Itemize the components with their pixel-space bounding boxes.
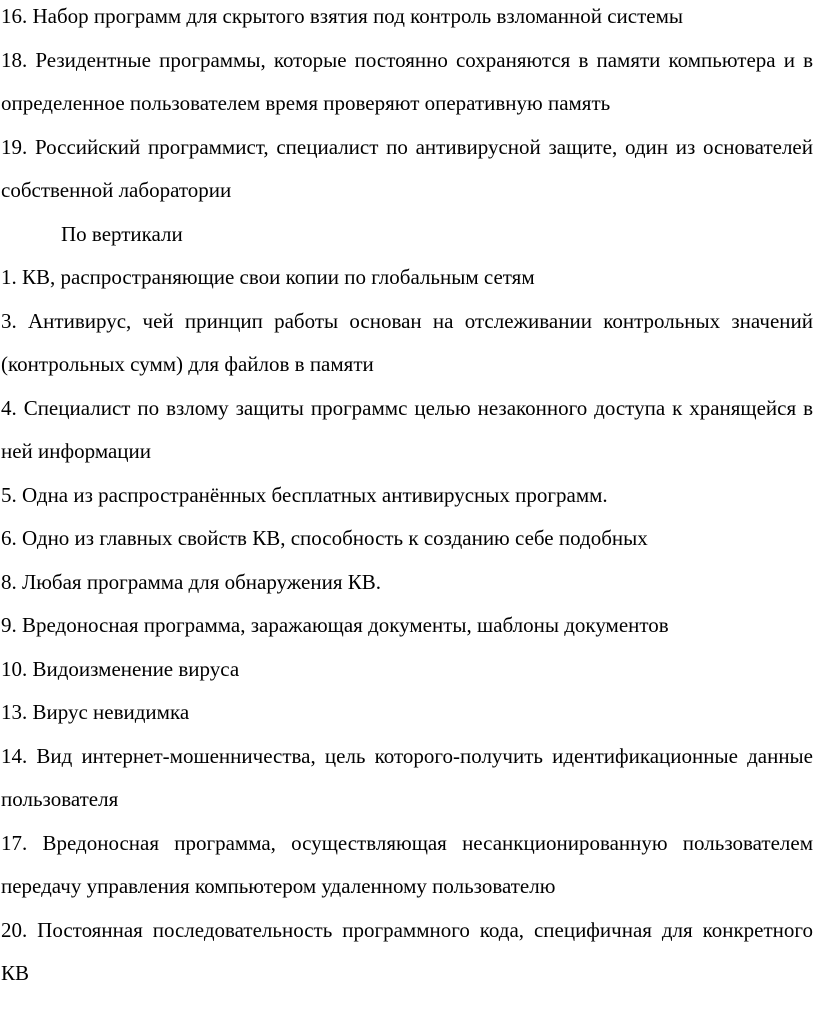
clue-20: 20. Постоянная последовательность программного кода, специфичная для конкретного КВ	[1, 917, 813, 985]
section-heading-vertical: По вертикали	[61, 221, 183, 246]
clue-1: 1. КВ, распространяющие свои копии по глобальным сетям	[1, 265, 535, 289]
clue-6: 6. Одно из главных свойств КВ, способность к созданию себе подобных	[1, 526, 648, 550]
clue-16: 16. Набор программ для скрытого взятия под контроль взломанной системы	[1, 4, 683, 28]
clue-10: 10. Видоизменение вируса	[1, 656, 240, 681]
clue-4: 4. Специалист по взлому защиты программс целью незаконного доступа к хранящейся в ней информации	[1, 395, 813, 463]
clue-14: 14. Вид интернет-мошенничества, цель которого-получить идентификационные данные пользователя	[1, 743, 813, 811]
clue-19: 19. Российский программист, специалист по антивирусной защите, один из основателей собственной лаборатории	[1, 134, 813, 202]
clue-8: 8. Любая программа для обнаружения КВ.	[1, 569, 381, 594]
clue-5: 5. Одна из распространённых бесплатных антивирусных программ.	[1, 482, 608, 507]
horizontal-clues-list	[1, 0, 813, 213]
clue-3: 3. Антивирус, чей принцип работы основан на отслеживании контрольных значений (контрольных сумм) для файлов в памяти	[1, 308, 813, 376]
clue-17: 17. Вредоносная программа, осуществляющая несанкционированную пользователем передачу управления компьютером удаленному пользователю	[1, 830, 813, 898]
clue-9: 9. Вредоносная программа, заражающая документы, шаблоны документов	[1, 613, 669, 637]
vertical-clues-list	[1, 256, 813, 996]
clue-18: 18. Резидентные программы, которые постоянно сохраняются в памяти компьютера и в определенное пользователем время проверяют оперативную память	[1, 47, 813, 115]
clue-13: 13. Вирус невидимка	[1, 700, 190, 724]
